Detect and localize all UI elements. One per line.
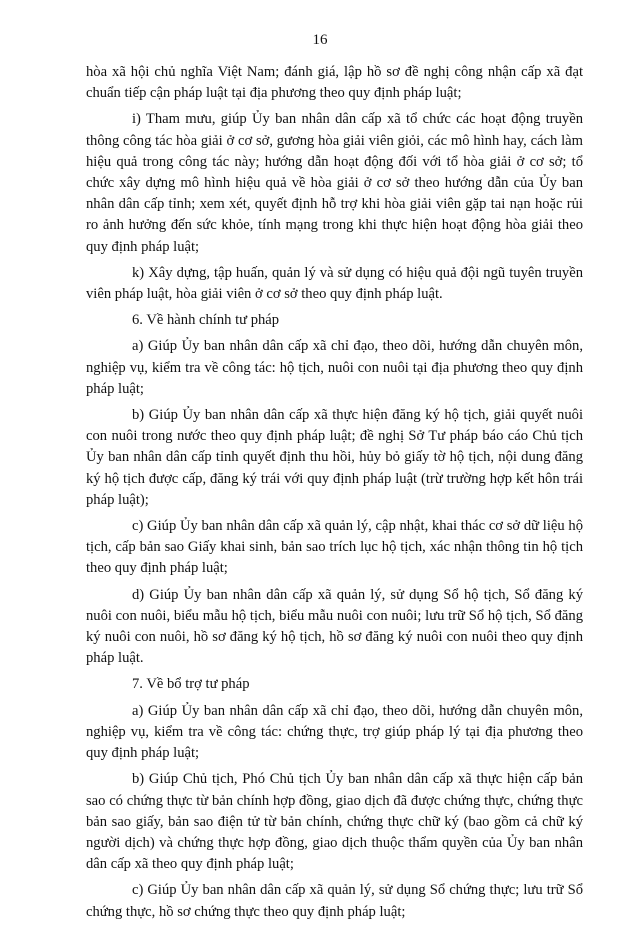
paragraph-7b: b) Giúp Chủ tịch, Phó Chủ tịch Ủy ban nhân dân cấp xã thực hiện cấp bản sao có chứng thực từ bản chính hợp đồng, giao dịch đã được chứng thực, chứng thực bản sao giấy, bản sao điện tử từ bản chính, chứng thực chữ ký (bao gồm cả chữ ký người dịch) và chứng thực hợp đồng, giao dịch thuộc thẩm quyền của Ủy ban nhân dân cấp xã theo quy định pháp luật; xyxy=(86,771,583,873)
paragraph-item-i: i) Tham mưu, giúp Ủy ban nhân dân cấp xã tổ chức các hoạt động truyền thông công tác hòa giải ở cơ sở, gương hòa giải viên giỏi, các mô hình hay, cách làm hiệu quả trong công tác này; hướng dẫn hoạt động đối với tổ hòa giải ở cơ sở; tổ chức xây dựng mô hình hiệu quả về hòa giải ở cơ sở theo hướng dẫn của Ủy ban nhân dân cấp tỉnh; xem xét, quyết định hỗ trợ khi hòa giải viên gặp tai nạn hoặc rủi ro ảnh hưởng đến sức khỏe, tính mạng trong khi thực hiện hoạt động hòa giải theo quy định pháp luật; xyxy=(86,111,583,255)
section-heading-6: 6. Về hành chính tư pháp xyxy=(132,312,280,329)
paragraph-item-k: k) Xây dựng, tập huấn, quản lý và sử dụng có hiệu quả đội ngũ tuyên truyền viên pháp luật, hòa giải viên ở cơ sở theo quy định pháp luật. xyxy=(86,264,583,303)
paragraph-7c: c) Giúp Ủy ban nhân dân cấp xã quản lý, sử dụng Sổ chứng thực; lưu trữ Sổ chứng thực, hồ sơ chứng thực theo quy định pháp luật; xyxy=(86,882,583,920)
paragraph-6a: a) Giúp Ủy ban nhân dân cấp xã chỉ đạo, theo dõi, hướng dẫn chuyên môn, nghiệp vụ, kiểm tra về công tác: hộ tịch, nuôi con nuôi tại địa phương theo quy định pháp luật; xyxy=(86,338,583,397)
page-number: 16 xyxy=(312,32,328,48)
paragraph-6b: b) Giúp Ủy ban nhân dân cấp xã thực hiện đăng ký hộ tịch, giải quyết nuôi con nuôi trong nước theo quy định pháp luật; đề nghị Sở Tư pháp báo cáo Chủ tịch Ủy ban nhân dân cấp tỉnh quyết định thu hồi, hủy bỏ giấy tờ hộ tịch, nội dung đăng ký hộ tịch được cấp, đăng ký trái với quy định pháp luật (trừ trường hợp kết hôn trái pháp luật); xyxy=(86,407,583,508)
paragraph-continuation: hòa xã hội chủ nghĩa Việt Nam; đánh giá, lập hồ sơ đề nghị công nhận cấp xã đạt chuẩn tiếp cận pháp luật tại địa phương theo quy định pháp luật; xyxy=(86,64,583,102)
paragraph-7a: a) Giúp Ủy ban nhân dân cấp xã chỉ đạo, theo dõi, hướng dẫn chuyên môn, nghiệp vụ, kiểm tra về công tác: chứng thực, trợ giúp pháp lý tại địa phương theo quy định pháp luật; xyxy=(86,702,583,762)
page-body xyxy=(86,62,583,928)
section-heading-7: 7. Về bổ trợ tư pháp xyxy=(132,676,250,693)
paragraph-6c: c) Giúp Ủy ban nhân dân cấp xã quản lý, cập nhật, khai thác cơ sở dữ liệu hộ tịch, cấp bản sao Giấy khai sinh, bản sao trích lục hộ tịch, xác nhận thông tin hộ tịch theo quy định pháp luật; xyxy=(86,518,583,577)
paragraph-6d: d) Giúp Ủy ban nhân dân cấp xã quản lý, sử dụng Sổ hộ tịch, Sổ đăng ký nuôi con nuôi, biểu mẫu hộ tịch, biểu mẫu nuôi con nuôi; lưu trữ Sổ hộ tịch, Sổ đăng ký nuôi con nuôi, hồ sơ đăng ký hộ tịch, hồ sơ đăng ký nuôi con nuôi theo quy định pháp luật. xyxy=(86,586,583,667)
